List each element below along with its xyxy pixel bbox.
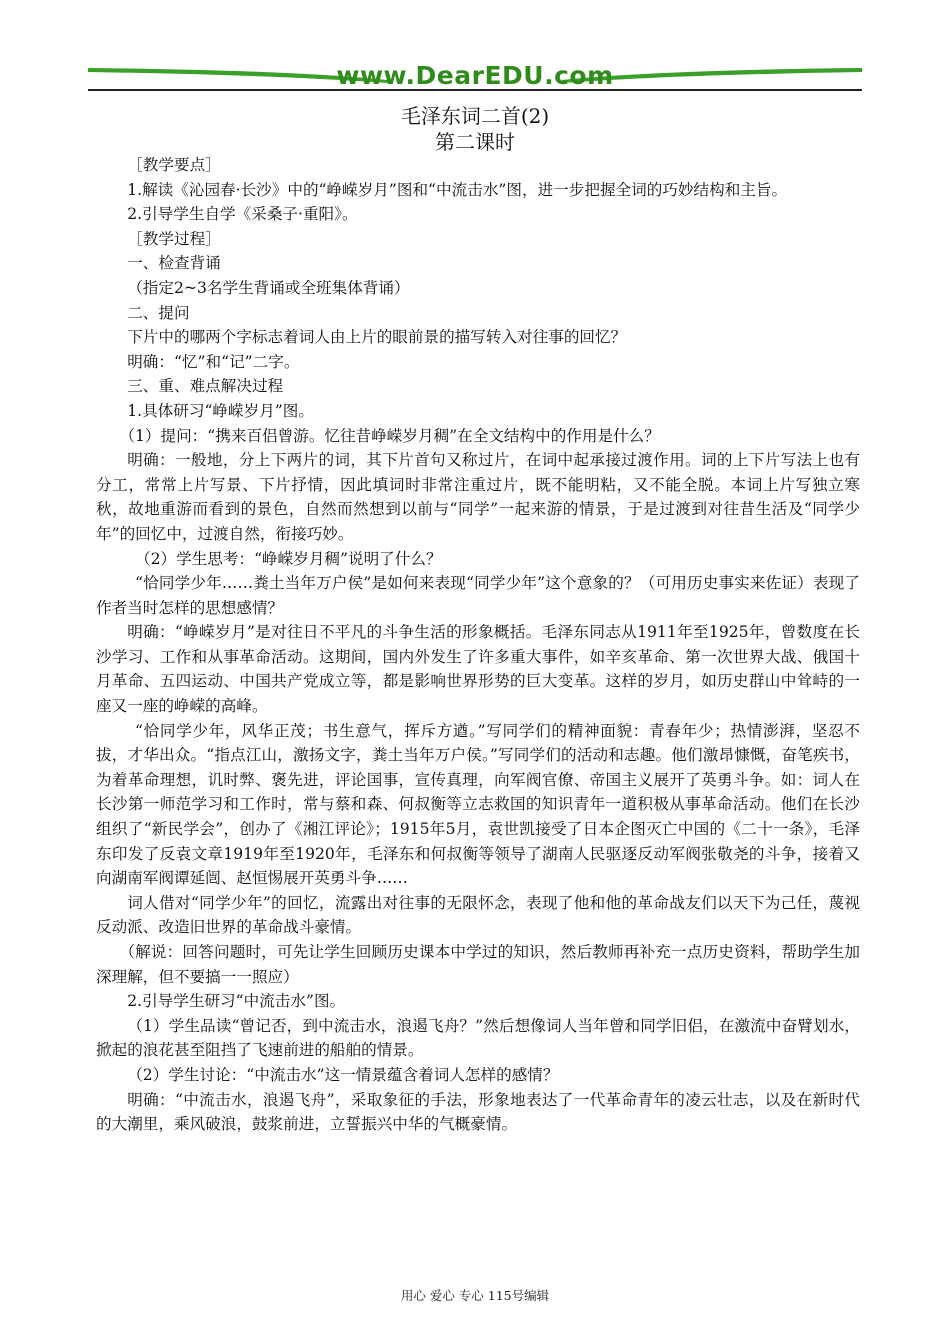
paragraph: 明确：“中流击水，浪遏飞舟”，采取象征的手法，形象地表达了一代革命青年的凌云壮志，以及在新时代的大潮里，乘风破浪，鼓浆前进，立誓振兴中华的气概豪情。	[96, 1090, 860, 1134]
document-titles	[0, 103, 950, 155]
paragraph: 明确：一般地，分上下两片的词，其下片首句又称过片，在词中起承接过渡作用。词的上下片写法上也有分工，常常上片写景、下片抒情，因此填词时非常注重过片，既不能明粘，又不能全脱。本词上片写独立寒秋，故地重游而看到的景色，自然而然想到以前与“同学”一起来游的情景，于是过渡到对往昔生活及“同学少年”的回忆中，过渡自然，衔接巧妙。	[96, 451, 860, 543]
document-body	[96, 153, 860, 1137]
paragraph: 2.引导学生自学《采桑子·重阳》。	[127, 205, 358, 224]
site-logo-text[interactable]: www.DearEDU.com	[336, 61, 614, 90]
paragraph: （2）学生思考：“峥嵘岁月稠”说明了什么？	[135, 549, 442, 568]
document-subtitle: 第二课时	[435, 130, 515, 154]
paragraph: 明确：“忆”和“记”二字。	[127, 352, 300, 371]
paragraph: （1）提问：“携来百侣曾游。忆往昔峥嵘岁月稠”在全文结构中的作用是什么？	[119, 426, 660, 445]
paragraph: “恰同学少年，风华正茂；书生意气，挥斥方遒。”写同学们的精神面貌：青春年少；热情澎湃，坚忍不拔，才华出众。“指点江山，激扬文字，粪土当年万户侯。”写同学们的活动和志趣。他们激昂慷慨，奋笔疾书，为着革命理想，讥时弊、褒先进，评论国事，宣传真理，向军阀官僚、帝国主义展开了英勇斗争。如：词人在长沙第一师范学习和工作时，常与蔡和森、何叔衡等立志救国的知识青年一道积极从事革命活动。他们在长沙组织了“新民学会”，创办了《湘江评论》；1915年5月，袁世凯接受了日本企图灭亡中国的《二十一条》，毛泽东印发了反袁文章1919年至1920年，毛泽东和何叔衡等领导了湖南人民驱逐反动军阀张敬尧的斗争，接着又向湖南军阀谭延闿、赵恒惕展开英勇斗争……	[96, 721, 860, 888]
paragraph: （1）学生品读“曾记否，到中流击水，浪遏飞舟？”然后想像词人当年曾和同学旧侣，在激流中奋臂划水，掀起的浪花甚至阻挡了飞速前进的船舶的情景。	[96, 1016, 860, 1060]
paragraph: 一、检查背诵	[127, 254, 221, 273]
paragraph: 二、提问	[127, 303, 190, 322]
section-heading: ［教学过程］	[127, 229, 221, 248]
paragraph: 词人借对“同学少年”的回忆，流露出对往事的无限怀念，表现了他和他的革命战友们以天下为己任，蔑视反动派、改造旧世界的革命战斗豪情。	[96, 893, 860, 937]
paragraph: 三、重、难点解决过程	[127, 377, 284, 396]
paragraph: 下片中的哪两个字标志着词人由上片的眼前景的描写转入对往事的回忆？	[127, 328, 627, 347]
paragraph: “恰同学少年……粪土当年万户侯”是如何来表现“同学少年”这个意象的？（可用历史事实来佐证）表现了作者当时怎样的思想感情？	[96, 574, 860, 617]
paragraph: （解说：回答问题时，可先让学生回顾历史课本中学过的知识，然后教师再补充一点历史资料，帮助学生加深理解，但不要搞一一照应）	[96, 943, 860, 986]
paragraph: （指定2~3名学生背诵或全班集体背诵）	[127, 278, 410, 297]
page-footer: 用心 爱心 专心 115号编辑	[400, 1288, 550, 1303]
document-title: 毛泽东词二首(2)	[400, 104, 550, 128]
paragraph: 1.具体研习“峥嵘岁月”图。	[127, 401, 314, 420]
paragraph: 2.引导学生研习“中流击水”图。	[127, 992, 346, 1011]
paragraph: 1.解读《沁园春·长沙》中的“峥嵘岁月”图和“中流击水”图，进一步把握全词的巧妙结构和主旨。	[127, 180, 788, 199]
site-header-banner	[88, 58, 862, 96]
paragraph: （2）学生讨论：“中流击水”这一情景蕴含着词人怎样的感情？	[127, 1065, 559, 1084]
paragraph: 明确：“峥嵘岁月”是对往日不平凡的斗争生活的形象概括。毛泽东同志从1911年至1925年，曾数度在长沙学习、工作和从事革命活动。这期间，国内外发生了许多重大事件，如辛亥革命、第一次世界大战、俄国十月革命、五四运动、中国共产党成立等，都是影响世界形势的巨大变革。这样的岁月，如历史群山中耸峙的一座又一座的峥嵘的高峰。	[96, 623, 860, 716]
section-heading: ［教学要点］	[127, 156, 221, 174]
